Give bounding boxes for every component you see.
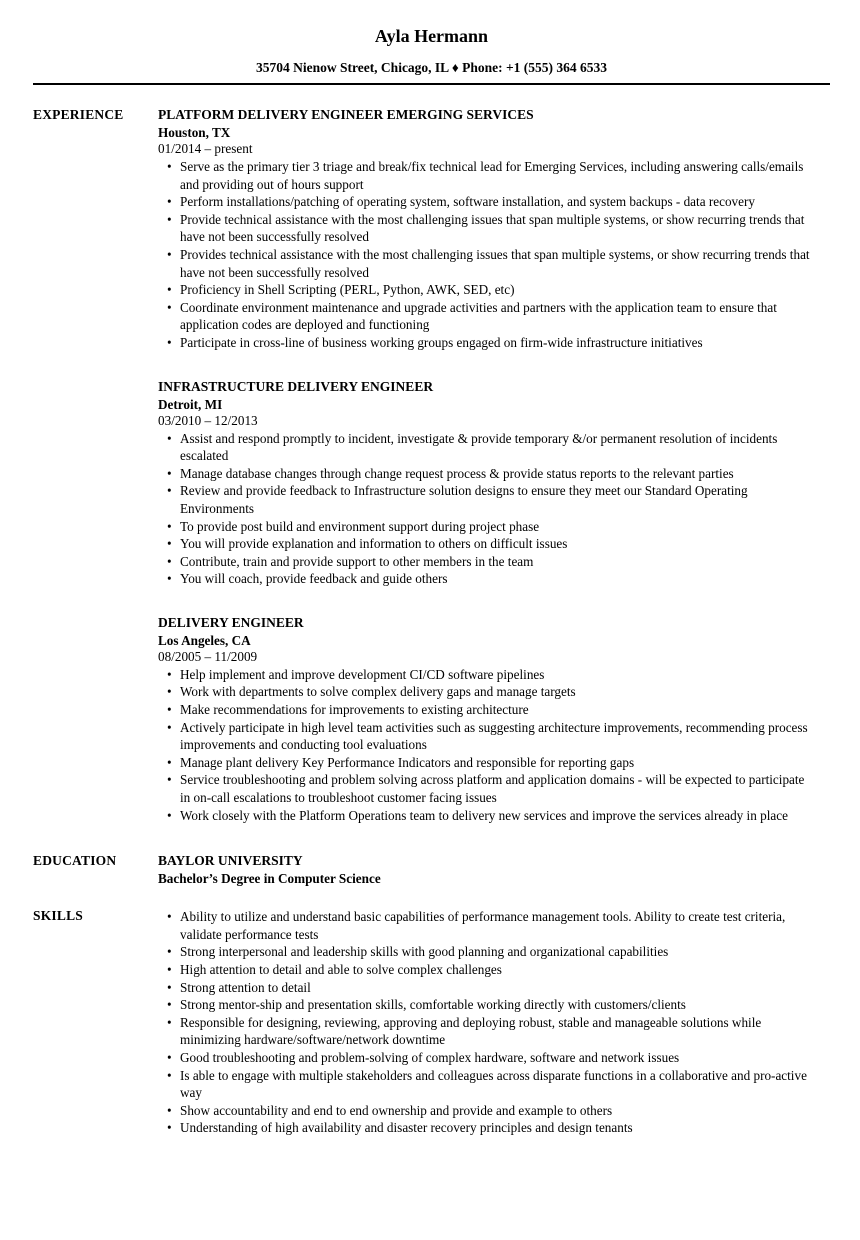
job-bullet: • Make recommendations for improvements to existing architecture <box>180 701 814 719</box>
skill-bullet: • Understanding of high availability and disaster recovery principles and design tenants <box>180 1119 814 1137</box>
job-title: PLATFORM DELIVERY ENGINEER EMERGING SERVICES <box>158 107 534 122</box>
job-bullet: • Perform installations/patching of operating system, software installation, and system backups - data recovery <box>180 193 814 211</box>
job-location: Houston, TX <box>158 125 231 140</box>
candidate-name: Ayla Hermann <box>374 26 489 46</box>
job-bullet: • You will provide explanation and information to others on difficult issues <box>180 535 814 553</box>
job-entry <box>158 106 814 352</box>
skill-bullet: • Show accountability and end to end ownership and provide and example to others <box>180 1102 814 1120</box>
skill-bullet: • Strong attention to detail <box>180 979 814 997</box>
job-location: Los Angeles, CA <box>158 632 251 648</box>
job-bullet-list <box>158 158 814 352</box>
job-title: INFRASTRUCTURE DELIVERY ENGINEER <box>158 378 434 394</box>
header-divider <box>33 83 830 85</box>
job-bullet: • You will coach, provide feedback and guide others <box>180 570 814 588</box>
job-location: Detroit, MI <box>158 396 223 412</box>
job-bullet: • Service troubleshooting and problem solving across platform and application domains - will be expected to participate in on-call escalations to troubleshoot customer facing issues <box>180 771 814 806</box>
education-section <box>33 852 830 888</box>
job-bullet: • Contribute, train and provide support to other members in the team <box>180 553 814 571</box>
skill-bullet: • Strong interpersonal and leadership skills with good planning and organizational capabilities <box>180 943 814 961</box>
job-bullet: • Manage plant delivery Key Performance Indicators and responsible for reporting gaps <box>180 754 814 772</box>
experience-content <box>158 106 814 824</box>
job-bullet: • Help implement and improve development CI/CD software pipelines <box>180 666 814 684</box>
job-bullet: • Provides technical assistance with the most challenging issues that span multiple systems, or show recurring trends that have not been successfully resolved <box>180 246 814 281</box>
job-bullet: • Actively participate in high level team activities such as suggesting architecture improvements, recommending process improvements and conducting tool evaluations <box>180 719 814 754</box>
education-school: BAYLOR UNIVERSITY <box>158 853 303 869</box>
job-bullet: • Coordinate environment maintenance and upgrade activities and partners with the application team to ensure that application codes are deployed and functioning <box>180 299 814 334</box>
job-dates: 08/2005 – 11/2009 <box>158 648 258 664</box>
skill-bullet: • Is able to engage with multiple stakeholders and colleagues across disparate functions in a collaborative and pro-active way <box>180 1067 814 1102</box>
job-bullet: • Provide technical assistance with the most challenging issues that span multiple systems, or show recurring trends that have not been successfully resolved <box>180 211 814 246</box>
job-bullet: • To provide post build and environment support during project phase <box>180 518 814 536</box>
education-content <box>158 852 814 888</box>
job-bullet-list <box>158 666 814 824</box>
skills-section <box>33 907 830 1137</box>
education-section-label: EDUCATION <box>33 853 117 869</box>
skills-bullet-list <box>158 908 814 1137</box>
job-bullet: • Serve as the primary tier 3 triage and break/fix technical lead for Emerging Services, including answering calls/emails and providing out of hours support <box>180 158 814 193</box>
resume-header <box>33 26 830 85</box>
job-title: DELIVERY ENGINEER <box>158 614 304 630</box>
job-bullet: • Proficiency in Shell Scripting (PERL, Python, AWK, SED, etc) <box>180 281 814 299</box>
experience-section-label: EXPERIENCE <box>33 107 124 122</box>
job-dates: 01/2014 – present <box>158 141 253 156</box>
skill-bullet: • High attention to detail and able to solve complex challenges <box>180 961 814 979</box>
job-bullet: • Work with departments to solve complex delivery gaps and manage targets <box>180 683 814 701</box>
education-degree: Bachelor’s Degree in Computer Science <box>158 871 381 887</box>
job-dates: 03/2010 – 12/2013 <box>158 412 258 428</box>
job-bullet-list <box>158 430 814 588</box>
skill-bullet: • Responsible for designing, reviewing, approving and deploying robust, stable and manageable solutions while minimizing hardware/software/network downtime <box>180 1014 814 1049</box>
job-entry <box>158 378 814 588</box>
job-bullet: • Review and provide feedback to Infrastructure solution designs to ensure they meet our Standard Operating Environments <box>180 482 814 517</box>
skills-section-label: SKILLS <box>33 908 83 924</box>
skills-content <box>158 907 814 1137</box>
job-bullet: • Work closely with the Platform Operations team to delivery new services and improve the services already in place <box>180 807 814 825</box>
skill-bullet: • Strong mentor-ship and presentation skills, comfortable working directly with customers/clients <box>180 996 814 1014</box>
contact-line: 35704 Nienow Street, Chicago, IL ♦ Phone: +1 (555) 364 6533 <box>255 60 608 75</box>
job-entry <box>158 614 814 824</box>
job-bullet: • Assist and respond promptly to incident, investigate & provide temporary &/or permanent resolution of incidents escalated <box>180 430 814 465</box>
job-bullet: • Participate in cross-line of business working groups engaged on firm-wide infrastructure initiatives <box>180 334 814 352</box>
job-bullet: • Manage database changes through change request process & provide status reports to the relevant parties <box>180 465 814 483</box>
skill-bullet: • Ability to utilize and understand basic capabilities of performance management tools. Ability to create test criteria, validate performance tests <box>180 908 814 943</box>
experience-section <box>33 106 830 824</box>
skill-bullet: • Good troubleshooting and problem-solving of complex hardware, software and network issues <box>180 1049 814 1067</box>
